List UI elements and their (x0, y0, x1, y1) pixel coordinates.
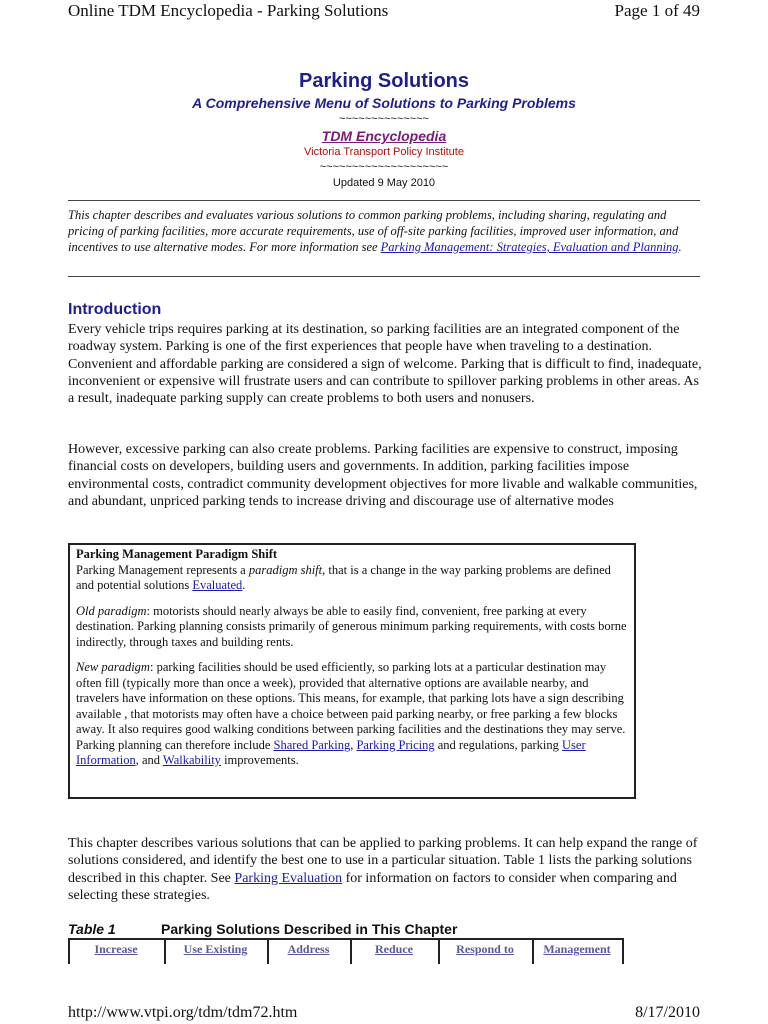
intro-paragraph-2: However, excessive parking can also create problems. Parking facilities are expensive to construct, imposing financial costs on developers, building users and governments. In addition, parking facilities impose environmental costs, contradict community development objectives for more livable and walkable communities, and abundant, unpriced parking tends to increase driving and discourage use of alternative modes (68, 442, 698, 509)
document-title: Parking Solutions (298, 70, 470, 92)
table-title: Parking Solutions Described in This Chapter (161, 921, 458, 937)
new-paradigm-paragraph (76, 660, 628, 769)
page-header (0, 0, 768, 30)
chapter-text: This chapter describes various solutions that can be applied to parking problems. It can help expand the range of solutions considered, and identify the best one to use in a particular situation. Table 1 lists the parking solutions described in this chapter. See (68, 836, 698, 886)
table-caption (68, 921, 458, 937)
updated-date: Updated 9 May 2010 (332, 177, 436, 189)
intro-paragraph-1: Every vehicle trips requires parking at its destination, so parking facilities are an integrated component of the roadway system. Parking is one of the first experiences that people have when traveling to a destination. Convenient and affordable parking are considered a sign of welcome. Parking that is difficult to find, inadequate, inconvenient or expensive will frustrate users and can contribute to spillover parking problems in other areas. As a result, inadequate parking supply can create problems to both users and nonusers. (68, 322, 702, 407)
table-header-use-existing[interactable]: Use Existing (183, 942, 248, 956)
paradigm-shift-box (68, 543, 636, 799)
tilde-divider-long: ~~~~~~~~~~~~~~~~~~~~ (319, 161, 449, 173)
evaluated-link[interactable]: Evaluated (192, 578, 243, 592)
table-label: Table 1 (68, 921, 116, 937)
box-intro-emphasis: paradigm shift (248, 562, 323, 577)
box-intro-end: . (242, 578, 246, 592)
document-subtitle: A Comprehensive Menu of Solutions to Parking Problems (192, 95, 576, 111)
abstract-end: . (678, 240, 682, 254)
table-header-reduce[interactable]: Reduce (375, 942, 413, 956)
divider-top (68, 200, 700, 201)
old-paradigm-text: : motorists should nearly always be able to easily find, convenient, free parking at every destination. Parking planning consists primarily of generous minimum parking requirements, with costs borne indirectly, through taxes and building rents. (76, 603, 627, 649)
divider-bottom (68, 276, 700, 277)
parking-pricing-link[interactable]: Parking Pricing (356, 737, 435, 752)
chapter-paragraph (68, 835, 708, 904)
parking-evaluation-link[interactable]: Parking Evaluation (234, 870, 343, 886)
table-header-increase[interactable]: Increase (94, 942, 138, 956)
header-title: Online TDM Encyclopedia - Parking Solutions (68, 1, 389, 20)
footer-url: http://www.vtpi.org/tdm/tdm72.htm (68, 1004, 298, 1021)
table-header-address[interactable]: Address (287, 942, 330, 956)
link-separator-2: and regulations, parking (434, 737, 563, 752)
link-separator-3: , and (135, 753, 163, 767)
box-intro-paragraph (76, 563, 628, 594)
box-intro-text: Parking Management represents a (76, 562, 249, 577)
abstract-text: This chapter describes and evaluates various solutions to common parking problems, including sharing, regulating and pricing of parking facilities, more accurate requirements, use of off-site parking facilities, improved user information, and incentives to use alternative modes. For more information see (68, 208, 679, 254)
table-header-management[interactable]: Management (543, 942, 611, 956)
box-intro-text-2: , that is a change in the way parking problems are defined and potential solutions (76, 562, 611, 592)
link-separator-1: , (350, 737, 357, 752)
new-paradigm-end: improvements. (220, 753, 299, 767)
parking-management-link[interactable]: Parking Management: Strategies, Evaluation and Planning (380, 240, 679, 254)
abstract (68, 207, 702, 255)
table-col-border (622, 940, 624, 964)
user-information-link[interactable]: User Information (76, 737, 586, 767)
encyclopedia-link[interactable]: TDM Encyclopedia (321, 128, 447, 144)
chapter-text-2: for information on factors to consider when comparing and selecting these strategies. (68, 870, 677, 903)
page-number: Page 1 of 49 (614, 1, 700, 20)
table-header-respond-to[interactable]: Respond to (456, 942, 514, 956)
section-heading-introduction: Introduction (68, 301, 162, 318)
new-paradigm-text: : parking facilities should be used efficiently, so parking lots at a particular destination may often fill (typically more than once a week), provided that alternative options are available nearby, and travelers have information on these options. This means, for example, that parking lots have a sign describing available , that motorists may often have a choice between paid parking nearby, or free parking a few blocks away. It also requires good walking conditions between parking facilities and the destinations they may serve. Parking planning can therefore include (76, 660, 626, 752)
footer-date: 8/17/2010 (635, 1004, 700, 1021)
old-paradigm-label: Old paradigm (76, 603, 147, 618)
old-paradigm-paragraph (76, 604, 628, 651)
page-footer (0, 1004, 768, 1024)
walkability-link[interactable]: Walkability (162, 753, 221, 767)
solutions-table (68, 938, 624, 964)
institute-name: Victoria Transport Policy Institute (304, 146, 464, 158)
tilde-divider: ~~~~~~~~~~~~~~ (339, 113, 429, 125)
new-paradigm-label: New paradigm (76, 660, 150, 674)
box-title: Parking Management Paradigm Shift (76, 547, 278, 561)
shared-parking-link[interactable]: Shared Parking (273, 737, 351, 752)
